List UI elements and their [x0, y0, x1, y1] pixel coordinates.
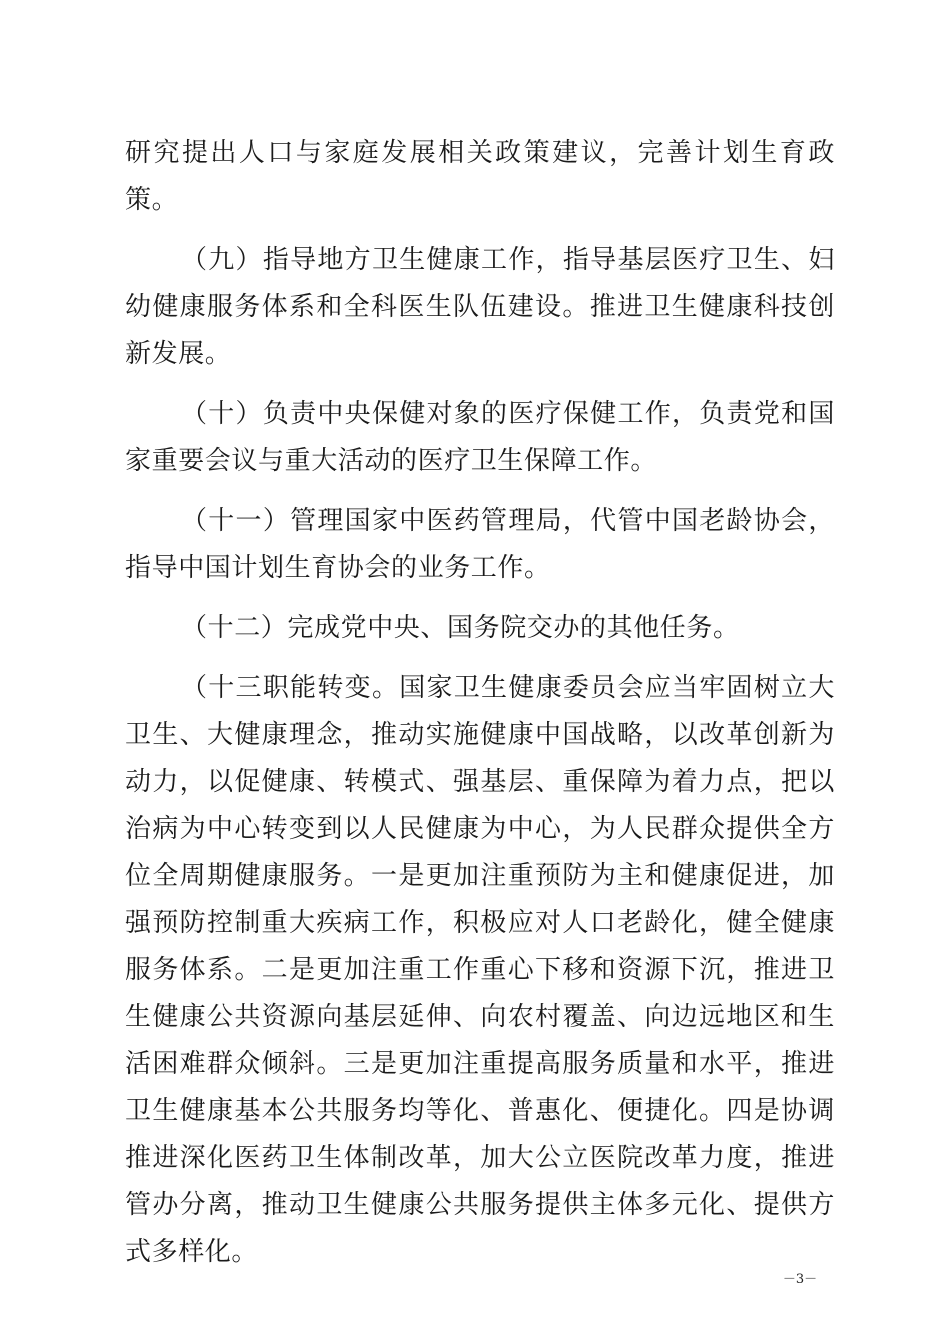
paragraph-continuation: 研究提出人口与家庭发展相关政策建议，完善计划生育政策。: [125, 138, 835, 215]
document-body: [125, 130, 835, 1276]
paragraph-item-10: （十）负责中央保健对象的医疗保健工作，负责党和国家重要会议与重大活动的医疗卫生保障工作。: [125, 399, 835, 476]
paragraph-item-12: （十二）完成党中央、国务院交办的其他任务。: [181, 613, 740, 643]
paragraph-item-9: （九）指导地方卫生健康工作，指导基层医疗卫生、妇幼健康服务体系和全科医生队伍建设。推进卫生健康科技创新发展。: [125, 245, 835, 369]
paragraph-item-11: （十一）管理国家中医药管理局，代管中国老龄协会，指导中国计划生育协会的业务工作。: [125, 506, 835, 583]
paragraph-item-13: （十三职能转变。国家卫生健康委员会应当牢固树立大卫生、大健康理念，推动实施健康中国战略，以改革创新为动力，以促健康、转模式、强基层、重保障为着力点，把以治病为中心转变到以人民健康为中心，为人民群众提供全方位全周期健康服务。一是更加注重预防为主和健康促进，加强预防控制重大疾病工作，积极应对人口老龄化，健全健康服务体系。二是更加注重工作重心下移和资源下沉，推进卫生健康公共资源向基层延伸、向农村覆盖、向边远地区和生活困难群众倾斜。三是更加注重提高服务质量和水平，推进卫生健康基本公共服务均等化、普惠化、便捷化。四是协调推进深化医药卫生体制改革，加大公立医院改革力度，推进管办分离，推动卫生健康公共服务提供主体多元化、提供方式多样化。: [125, 673, 835, 1267]
page-number: －3－: [782, 1272, 818, 1287]
